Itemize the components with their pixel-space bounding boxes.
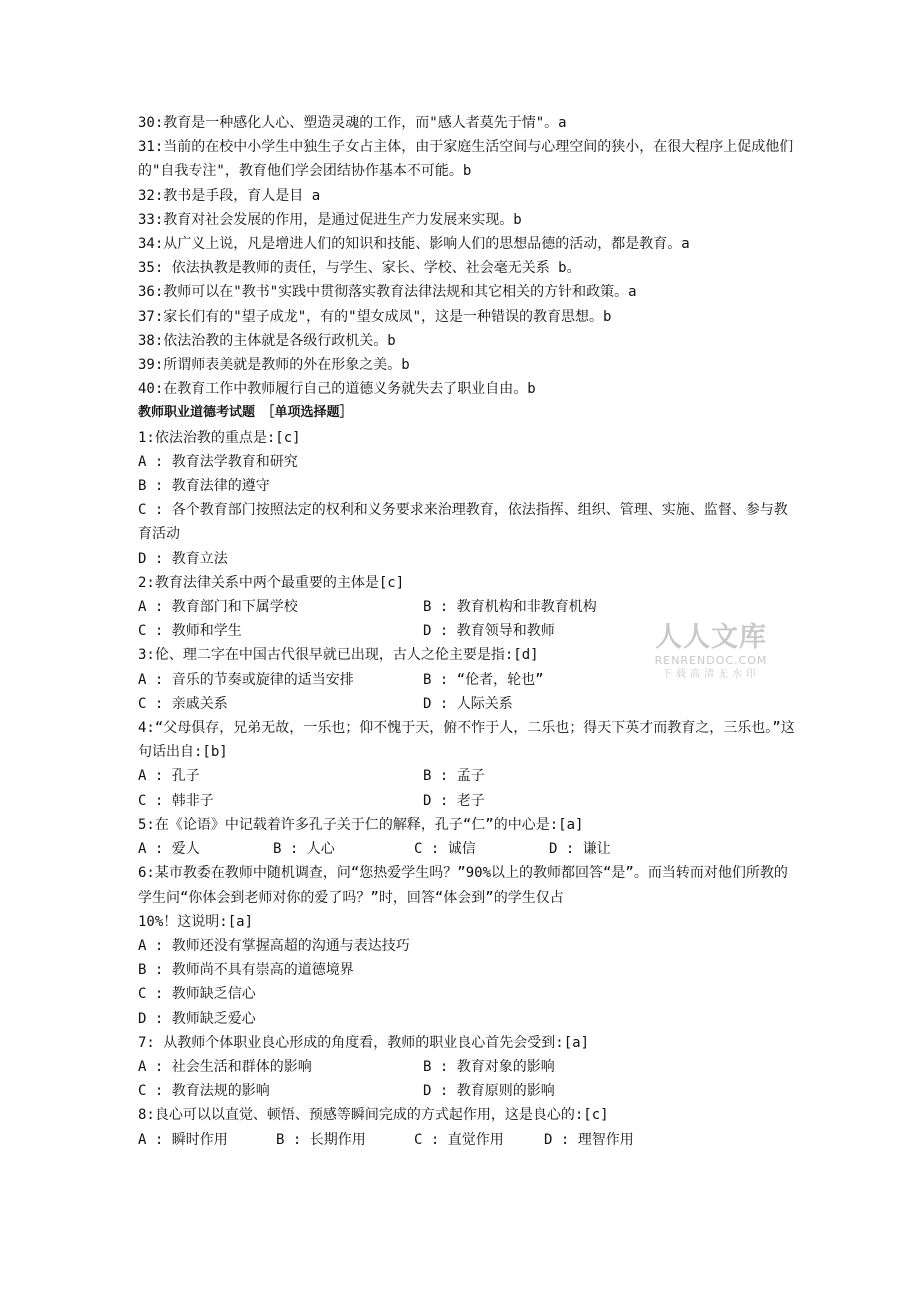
tf-item-35: 35: 依法执教是教师的责任，与学生、家长、学校、社会毫无关系 b。 (138, 260, 581, 277)
section-heading: 教师职业道德考试题 ［单项选择题］ (138, 405, 353, 421)
q3-option-d: D : 人际关系 (423, 695, 513, 712)
q7-option-b: B : 教育对象的影响 (423, 1058, 555, 1075)
q4-options-row-1 (138, 764, 798, 788)
tf-item-37: 37:家长们有的"望子成龙"，有的"望女成凤"，这是一种错误的教育思想。b (138, 308, 612, 325)
q1-option-c: C : 各个教育部门按照法定的权利和义务要求来治理教育，依法指挥、组织、管理、实施、监督、参与教育活动 (138, 502, 788, 543)
q7-option-a: A : 社会生活和群体的影响 (138, 1058, 312, 1075)
q4-options-row-2 (138, 789, 798, 813)
q7-stem: 7: 从教师个体职业良心形成的角度看，教师的职业良心首先会受到:[a] (138, 1034, 589, 1051)
watermark-title: 人人文库 (655, 622, 767, 653)
q4-stem: 4:“父母俱存，兄弟无故，一乐也；仰不愧于天，俯不怍于人，二乐也；得天下英才而教育之，三乐也。”这句话出自:[b] (138, 720, 795, 761)
q1-stem: 1:依法治教的重点是:[c] (138, 429, 301, 446)
q2-option-c: C : 教师和学生 (138, 623, 242, 640)
q5-stem: 5:在《论语》中记载着许多孔子关于仁的解释，孔子“仁”的中心是:[a] (138, 816, 584, 833)
q2-option-b: B : 教育机构和非教育机构 (423, 599, 597, 616)
q6-option-b: B : 教师尚不具有崇高的道德境界 (138, 962, 354, 979)
tf-item-31: 31:当前的在校中小学生中独生子女占主体，由于家庭生活空间与心理空间的狭小，在很大程序上促成他们的"自我专注"，教育他们学会团结协作基本不可能。b (138, 139, 794, 180)
watermark-domain: RENRENDOC.COM (654, 654, 768, 667)
tf-item-32: 32:教书是手段，育人是目 a (138, 187, 321, 204)
q5-option-a: A : 爱人 (138, 841, 200, 858)
q3-option-c: C : 亲戚关系 (138, 695, 228, 712)
watermark-tagline: 下载高清无水印 (662, 669, 760, 680)
q6-option-d: D : 教师缺乏爱心 (138, 1010, 256, 1027)
q8-stem: 8:良心可以以直觉、顿悟、预感等瞬间完成的方式起作用，这是良心的:[c] (138, 1107, 609, 1124)
q1-option-d: D : 教育立法 (138, 550, 228, 567)
q8-option-a: A : 瞬时作用 (138, 1131, 228, 1148)
q1-option-a: A : 教育法学教育和研究 (138, 453, 298, 470)
q4-option-d: D : 老子 (423, 792, 485, 809)
q6-option-a: A : 教师还没有掌握高超的沟通与表达技巧 (138, 937, 410, 954)
tf-item-36: 36:教师可以在"教书"实践中贯彻落实教育法律法规和其它相关的方针和政策。a (138, 284, 637, 301)
q8-options-row (138, 1128, 798, 1152)
q5-options-row (138, 837, 798, 861)
tf-item-39: 39:所谓师表美就是教师的外在形象之美。b (138, 357, 410, 374)
q2-stem: 2:教育法律关系中两个最重要的主体是[c] (138, 574, 405, 591)
q2-option-a: A : 教育部门和下属学校 (138, 599, 298, 616)
q5-option-c: C : 诚信 (414, 841, 476, 858)
q1-option-b: B : 教育法律的遵守 (138, 478, 270, 495)
q5-option-d: D : 谦让 (549, 841, 611, 858)
q3-options-row-2 (138, 692, 798, 716)
q3-option-b: B : “伦者，轮也” (423, 671, 544, 688)
q5-option-b: B : 人心 (273, 841, 335, 858)
q3-stem: 3:伦、理二字在中国古代很早就已出现，古人之伦主要是指:[d] (138, 647, 539, 664)
q3-option-a: A : 音乐的节奏或旋律的适当安排 (138, 671, 354, 688)
tf-item-33: 33:教育对社会发展的作用，是通过促进生产力发展来实现。b (138, 211, 522, 228)
q4-option-a: A : 孔子 (138, 768, 200, 785)
q2-options-row-1 (138, 595, 798, 619)
tf-item-30: 30:教育是一种感化人心、塑造灵魂的工作，而"感人者莫先于情"。a (138, 115, 567, 131)
q7-option-c: C : 教育法规的影响 (138, 1083, 270, 1100)
q7-option-d: D : 教育原则的影响 (423, 1083, 555, 1100)
q7-options-row-2 (138, 1079, 798, 1103)
q6-stem: 6:某市教委在教师中随机调查，问“您热爱学生吗？”90%以上的教师都回答“是”。而当转而对他们所教的学生问“你体会到老师对你的爱了吗？”时，回答“体会到”的学生仅占 (138, 865, 788, 906)
q4-option-c: C : 韩非子 (138, 792, 214, 809)
q6-stem-continued: 10%！这说明:[a] (138, 913, 254, 930)
watermark-logo (646, 622, 776, 682)
q6-option-c: C : 教师缺乏信心 (138, 986, 256, 1003)
q2-option-d: D : 教育领导和教师 (423, 623, 555, 640)
q8-option-b: B : 长期作用 (276, 1131, 366, 1148)
tf-item-34: 34:从广义上说，凡是增进人们的知识和技能、影响人们的思想品德的活动，都是教育。a (138, 236, 690, 253)
q7-options-row-1 (138, 1055, 798, 1079)
tf-item-38: 38:依法治教的主体就是各级行政机关。b (138, 332, 396, 349)
tf-item-40: 40:在教育工作中教师履行自己的道德义务就失去了职业自由。b (138, 381, 536, 398)
q8-option-d: D : 理智作用 (544, 1131, 634, 1148)
q4-option-b: B : 孟子 (423, 768, 485, 785)
q8-option-c: C : 直觉作用 (414, 1131, 504, 1148)
